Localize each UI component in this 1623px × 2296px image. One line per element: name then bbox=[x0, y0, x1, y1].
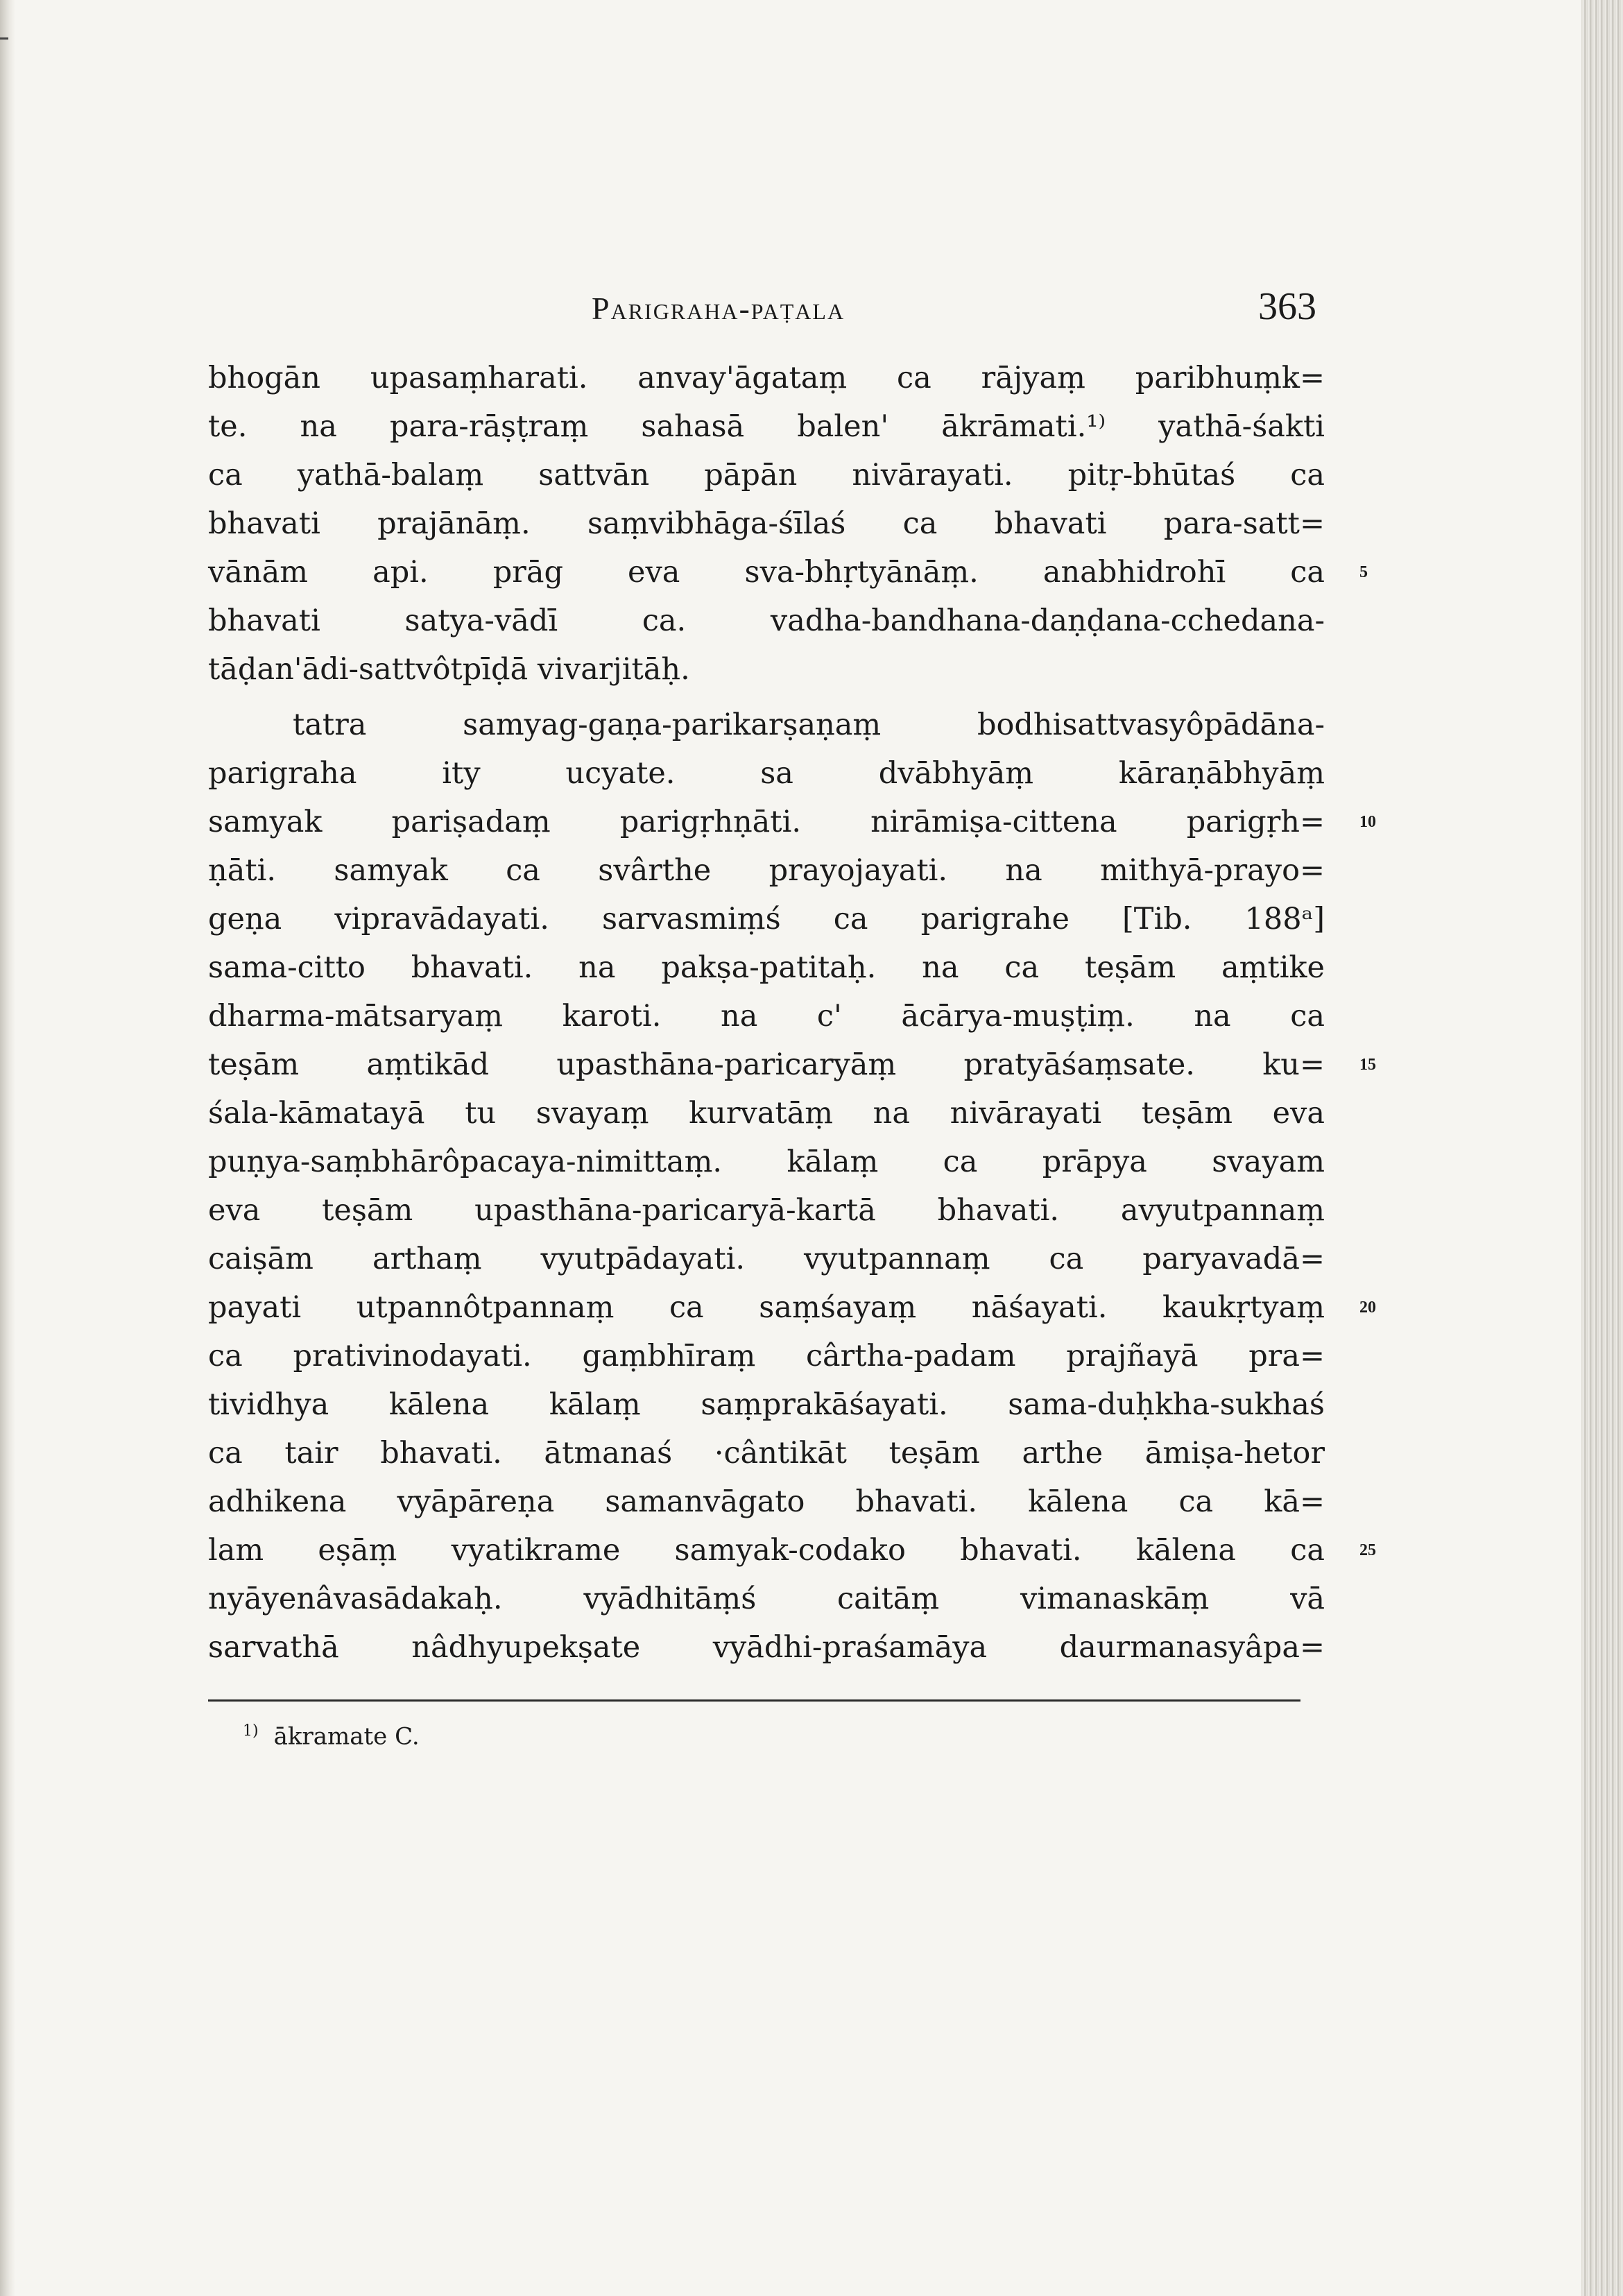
text-line: sarvathā nâdhyupekṣate vyādhi-praśamāya daurmanasyâpa= bbox=[208, 1630, 1325, 1665]
text-line: sama-citto bhavati. na pakṣa-patitaḥ. na ca teṣām aṃtike bbox=[208, 950, 1325, 985]
text-line-content: lam eṣāṃ vyatikrame samyak-codako bhavati. kālena ca bbox=[208, 1533, 1325, 1568]
footnote-rule bbox=[208, 1699, 1300, 1702]
footnote bbox=[243, 1722, 1325, 1750]
text-line: bhavati prajānāṃ. saṃvibhāga-śīlaś ca bhavati para-satt= bbox=[208, 506, 1325, 541]
line-number-20: 20 bbox=[1359, 1299, 1376, 1317]
text-line-content: vānām api. prāg eva sva-bhṛtyānāṃ. anabhidrohī ca bbox=[208, 555, 1325, 590]
text-line: śala-kāmatayā tu svayaṃ kurvatāṃ na nivārayati teṣām eva bbox=[208, 1096, 1325, 1131]
text-line: bhogān upasaṃharati. anvay'āgataṃ ca rājyaṃ paribhuṃk= bbox=[208, 361, 1325, 395]
footnote-marker: 1) bbox=[243, 1722, 259, 1740]
text-line: ca prativinodayati. gaṃbhīraṃ cârtha-padam prajñayā pra= bbox=[208, 1339, 1325, 1373]
text-line: eva teṣām upasthāna-paricaryā-kartā bhavati. avyutpannaṃ bbox=[208, 1193, 1325, 1228]
text-line: parigraha ity ucyate. sa dvābhyāṃ kāraṇābhyāṃ bbox=[208, 756, 1325, 791]
crop-mark bbox=[0, 37, 8, 40]
text-line-25 bbox=[208, 1526, 1376, 1575]
text-line: puṇya-saṃbhārôpacaya-nimittaṃ. kālaṃ ca prāpya svayam bbox=[208, 1145, 1325, 1179]
text-line: dharma-mātsaryaṃ karoti. na c' ācārya-muṣṭiṃ. na ca bbox=[208, 999, 1325, 1034]
text-line-paragraph-start: tatra samyag-gaṇa-parikarṣaṇaṃ bodhisattvasyôpādāna- bbox=[293, 708, 1325, 742]
text-line-content: payati utpannôtpannaṃ ca saṃśayaṃ nāśayati. kaukṛtyaṃ bbox=[208, 1290, 1325, 1325]
text-line: tividhya kālena kālaṃ saṃprakāśayati. sama-duḥkha-sukhaś bbox=[208, 1387, 1325, 1422]
scan-edge-left bbox=[0, 0, 15, 2296]
text-line-15 bbox=[208, 1040, 1376, 1089]
book-page bbox=[208, 264, 1376, 1751]
text-line: ca tair bhavati. ātmanaś ·cântikāt teṣām arthe āmiṣa-hetor bbox=[208, 1436, 1325, 1471]
text-line-content: samyak pariṣadaṃ parigṛhṇāti. nirāmiṣa-cittena parigṛh= bbox=[208, 805, 1325, 839]
text-line-10 bbox=[208, 798, 1376, 846]
text-line-5 bbox=[208, 548, 1368, 597]
text-line: nyāyenâvasādakaḥ. vyādhitāṃś caitāṃ vimanaskāṃ vā bbox=[208, 1582, 1325, 1616]
text-line: geṇa vipravādayati. sarvasmiṃś ca parigrahe [Tib. 188ᵃ] bbox=[208, 902, 1325, 936]
text-line: caiṣām arthaṃ vyutpādayati. vyutpannaṃ ca paryavadā= bbox=[208, 1242, 1325, 1276]
line-number-5: 5 bbox=[1359, 563, 1368, 581]
text-line-20 bbox=[208, 1283, 1376, 1332]
body-text bbox=[208, 354, 1376, 1672]
line-number-15: 15 bbox=[1359, 1056, 1376, 1074]
text-line: bhavati satya-vādī ca. vadha-bandhana-daṇḍana-cchedana- bbox=[208, 603, 1325, 638]
page-header bbox=[208, 264, 1325, 326]
line-number-25: 25 bbox=[1359, 1541, 1376, 1559]
page-number: 363 bbox=[1258, 285, 1316, 328]
line-number-10: 10 bbox=[1359, 813, 1376, 831]
text-line-content: teṣām aṃtikād upasthāna-paricaryāṃ pratyāśaṃsate. ku= bbox=[208, 1047, 1325, 1082]
scan-edge-right bbox=[1581, 0, 1623, 2296]
text-line: ṇāti. samyak ca svârthe prayojayati. na mithyā-prayo= bbox=[208, 853, 1325, 888]
text-line: tāḍan'ādi-sattvôtpīḍā vivarjitāḥ. bbox=[208, 652, 690, 687]
text-line: adhikena vyāpāreṇa samanvāgato bhavati. kālena ca kā= bbox=[208, 1484, 1325, 1519]
text-line: te. na para-rāṣṭraṃ sahasā balen' ākrāmati.¹⁾ yathā-śakti bbox=[208, 409, 1325, 444]
text-line: ca yathā-balaṃ sattvān pāpān nivārayati. pitṛ-bhūtaś ca bbox=[208, 458, 1325, 492]
footnote-text: ākramate C. bbox=[273, 1722, 420, 1751]
running-title: Parigraha-paṭala bbox=[592, 291, 845, 326]
